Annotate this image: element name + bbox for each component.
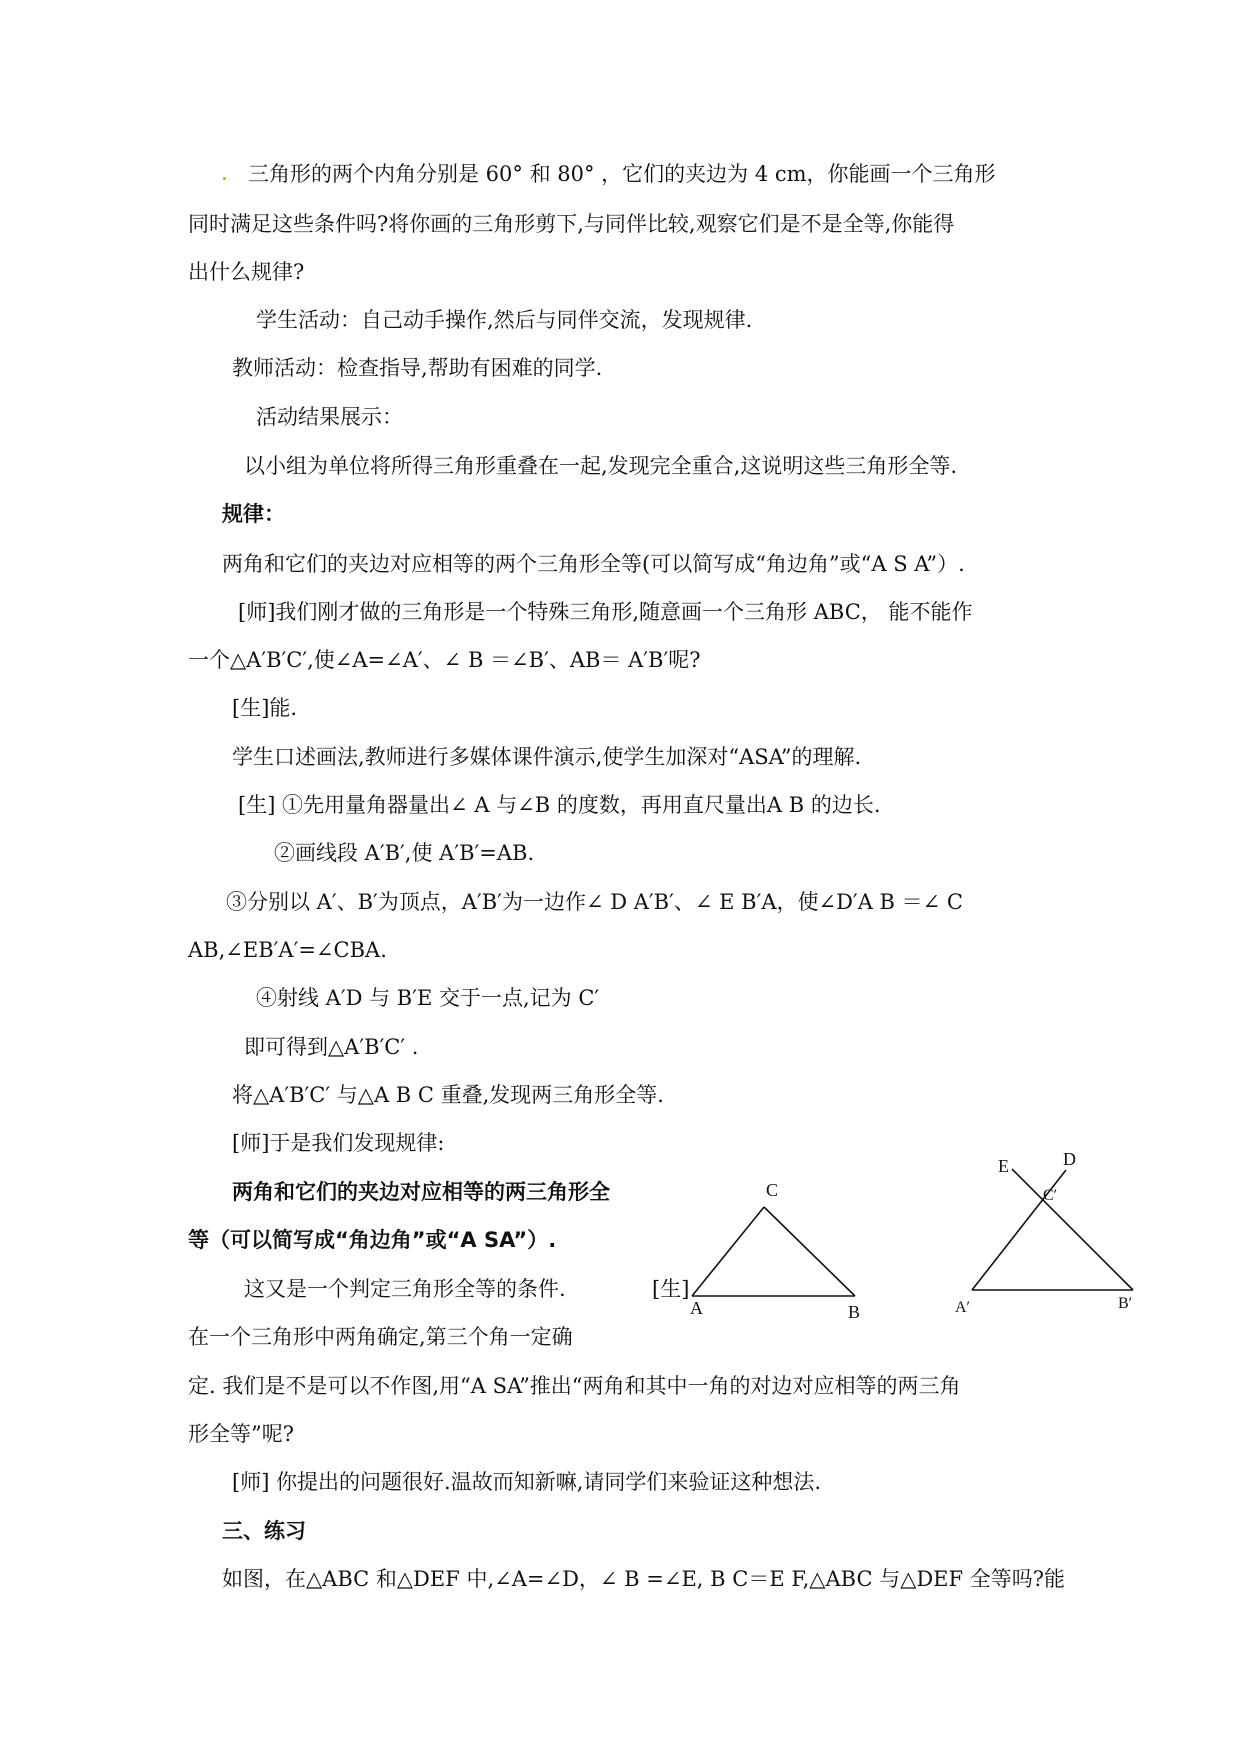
triangle-side	[764, 1207, 855, 1296]
rule-statement: 两角和它们的夹边对应相等的两三角形全	[232, 1180, 610, 1204]
paragraph-line: 活动结果展示：	[256, 405, 403, 429]
paragraph-line: 三角形的两个内角分别是 60° 和 80° ，它们的夹边为 4 cm，你能画一个三角形	[248, 162, 996, 186]
vertex-label: C′	[1043, 1187, 1058, 1204]
paragraph-line: 同时满足这些条件吗?将你画的三角形剪下,与同伴比较,观察它们是不是全等,你能得	[188, 212, 955, 236]
paragraph-line: AB,∠EB′A′=∠CBA.	[188, 938, 387, 962]
paragraph-line: 这又是一个判定三角形全等的条件.	[244, 1277, 566, 1301]
section-heading: 三、练习	[222, 1519, 306, 1543]
vertex-label: C	[766, 1180, 779, 1200]
paragraph-line: 将△A′B′C′ 与△A B C 重叠,发现两三角形全等.	[232, 1083, 664, 1107]
vertex-label: E	[998, 1156, 1009, 1176]
paragraph-line: 在一个三角形中两角确定,第三个角一定确	[188, 1325, 573, 1349]
paragraph-line: 两角和它们的夹边对应相等的两个三角形全等(可以简写成“角边角”或“A S A”）.	[222, 552, 965, 576]
paragraph-line: [生] ①先用量角器量出∠ A 与∠B 的度数，再用直尺量出A B 的边长.	[238, 793, 881, 817]
paragraph-line: 如图，在△ABC 和△DEF 中,∠A=∠D，∠ B =∠E, B C＝E F,△ABC 与△DEF 全等吗?能	[222, 1567, 1066, 1591]
paragraph-line: 学生活动：自己动手操作,然后与同伴交流，发现规律.	[256, 308, 753, 332]
vertex-label: B	[848, 1302, 861, 1322]
section-heading: 规律：	[222, 502, 285, 526]
paragraph-line: 教师活动：检查指导,帮助有困难的同学.	[232, 356, 603, 380]
vertex-label: A′	[955, 1299, 971, 1316]
paragraph-line: 以小组为单位将所得三角形重叠在一起,发现完全重合,这说明这些三角形全等.	[244, 454, 958, 478]
rule-statement: 等（可以简写成“角边角”或“A SA”）.	[188, 1228, 557, 1252]
paragraph-line: 学生口述画法,教师进行多媒体课件演示,使学生加深对“ASA”的理解.	[232, 745, 862, 769]
paragraph-line: ④射线 A′D 与 B′E 交于一点,记为 C′	[256, 986, 600, 1010]
triangle-abc	[692, 1207, 855, 1296]
paragraph-line: [师]我们刚才做的三角形是一个特殊三角形,随意画一个三角形 ABC， 能不能作	[238, 600, 973, 624]
ray-be	[1012, 1169, 1133, 1290]
vertex-label: D	[1063, 1149, 1076, 1169]
vertex-label: A	[690, 1298, 703, 1318]
triangle-side	[692, 1207, 764, 1296]
paragraph-line: 定. 我们是不是可以不作图,用“A SA”推出“两角和其中一角的对边对应相等的两三角	[188, 1374, 961, 1398]
paragraph-line: [生]能.	[232, 696, 298, 720]
vertex-label: B′	[1118, 1295, 1133, 1312]
paragraph-line: [师] 你提出的问题很好.温故而知新嘛,请同学们来验证这种想法.	[232, 1470, 822, 1494]
paragraph-line: 一个△A′B′C′,使∠A=∠A′、∠ B ＝∠B′、AB＝ A′B′呢?	[188, 648, 701, 672]
paragraph-line: [师]于是我们发现规律:	[232, 1131, 445, 1155]
paragraph-line: [生]	[652, 1277, 690, 1301]
paragraph-line: 即可得到△A′B′C′ .	[244, 1035, 419, 1059]
paragraph-line: 出什么规律?	[188, 260, 305, 284]
paragraph-line: ③分别以 A′、B′为顶点，A′B′为一边作∠ D A′B′、∠ E B′A，使∠D′A B ＝∠ C	[226, 890, 963, 914]
paragraph-line: 形全等”呢?	[188, 1422, 294, 1446]
paragraph-line: ②画线段 A′B′,使 A′B′=AB.	[274, 841, 535, 865]
